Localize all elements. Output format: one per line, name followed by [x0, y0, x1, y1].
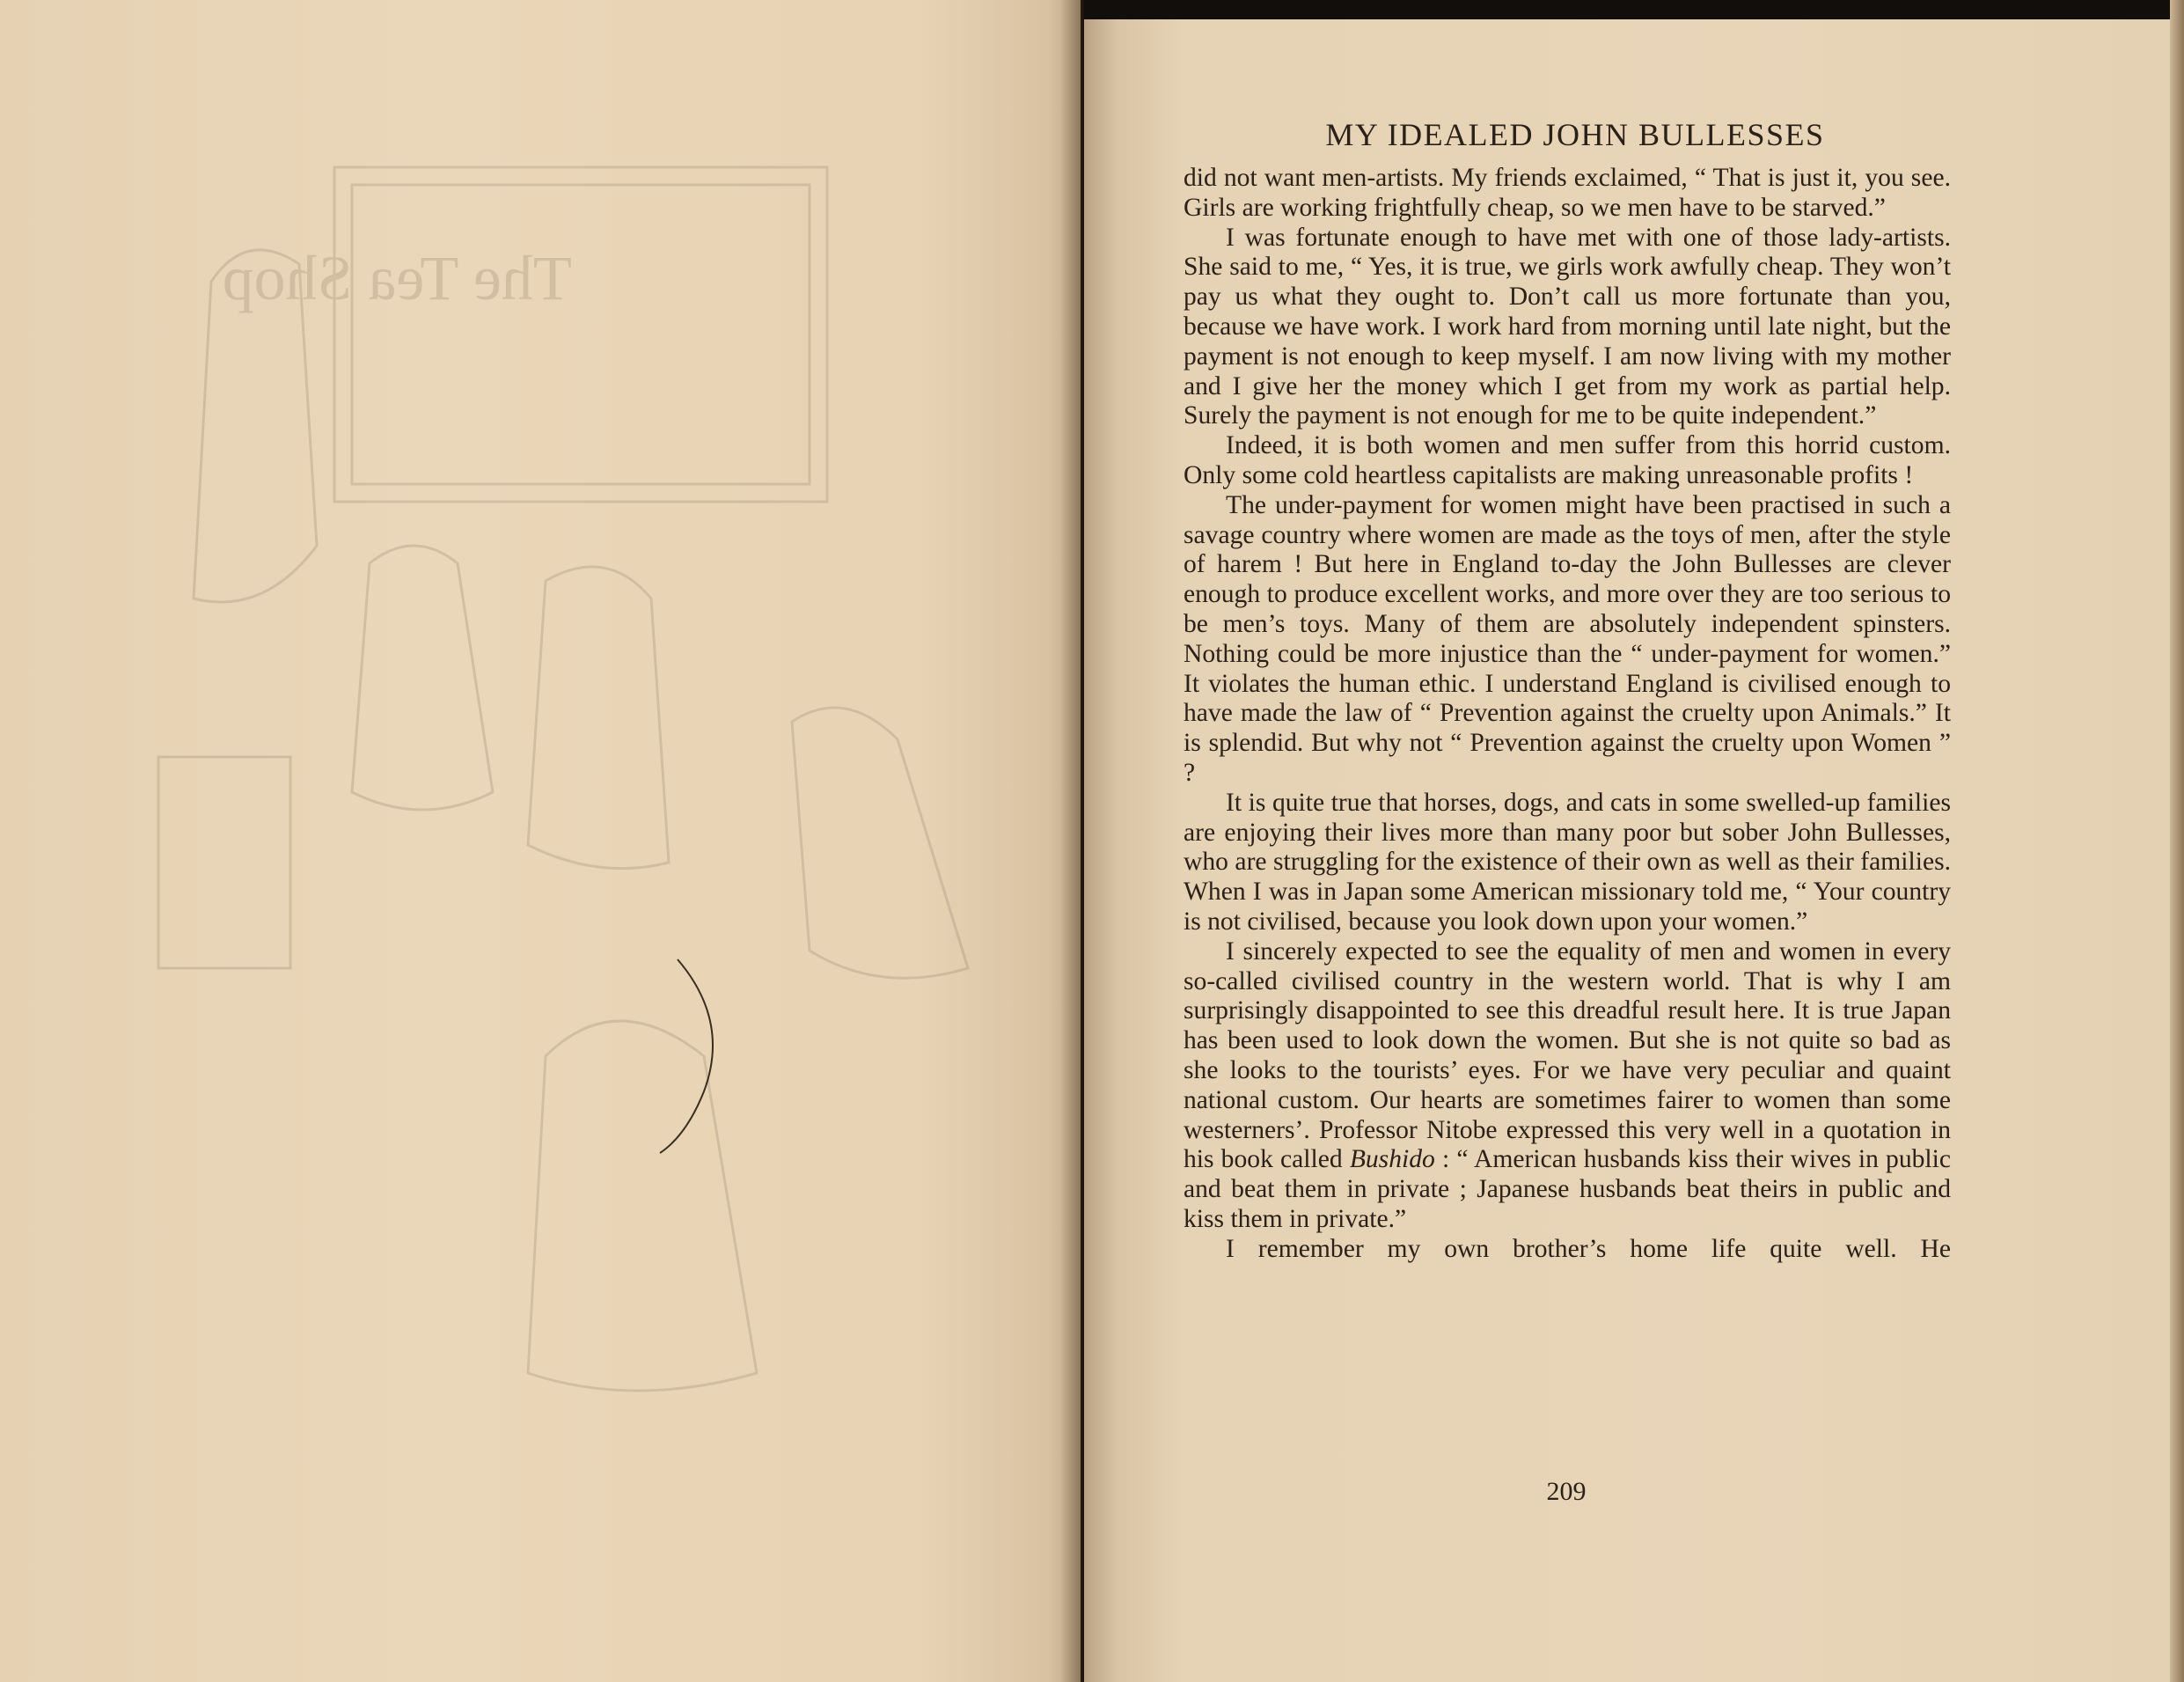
- paragraph-6-cont-a: Professor Nitobe expressed this very well in a quotation in his book called: [1184, 1115, 1951, 1174]
- body-text: [1184, 164, 1951, 1264]
- ghost-figure-center: [352, 546, 493, 810]
- page-number: 209: [1546, 1477, 1587, 1506]
- paragraph-6: [1184, 937, 1951, 1235]
- ghost-sign: [158, 757, 290, 968]
- running-head: MY IDEALED JOHN BULLESSES: [1325, 117, 1825, 152]
- binding-edge-top: [1084, 0, 2184, 21]
- ghost-figure-right: [792, 708, 968, 978]
- paper-mark: [634, 951, 739, 1171]
- paragraph-6-cont-b: : “ American husbands kiss their wives in public and beat them in private ; Japanese husbands beat theirs in public and kiss them in private.”: [1184, 1145, 1951, 1233]
- book-title-bushido: Bushido: [1349, 1145, 1435, 1174]
- binding-edge-right: [2170, 0, 2184, 1682]
- paragraph-4: The under-payment for women might have been practised in such a savage country where women are made as the toys of men, after the style of harem ! But here in England to-day the John Bullesses are clever enough to produce excellent works, and more over they are too serious to be men’s toys. Many of them are absolutely independent spinsters. Nothing could be more injustice than the “ under-payment for women.” It violates the human ethic. I understand England is civilised enough to have made the law of “ Prevention against the cruelty upon Animals.” It is splendid. But why not “ Prevention against the cruelty upon Women ” ?: [1184, 490, 1951, 787]
- show-through-illustration: [0, 0, 1081, 1682]
- paragraph-3: Indeed, it is both women and men suffer from this horrid custom. Only some cold heartless capitalists are making unreasonable profits !: [1184, 431, 1951, 489]
- paragraph-6-main: I sincerely expected to see the equality of men and women in every so-called civilised country in the western world. That is why I am surprisingly disappointed to see this dreadful result here. It is true Japan has been used to look down the women. But she is not quite so bad as she looks to the tourists’ eyes. For we have very peculiar and quaint national custom. Our hearts are sometimes fairer to women than some westerners’.: [1184, 936, 1951, 1144]
- ghost-sign-text: The Tea Shop: [222, 243, 572, 313]
- paragraph-2: I was fortunate enough to have met with one of those lady-artists. She said to me, “ Yes, it is true, we girls work awfully cheap. They won’t pay us what they ought to. Don’t call us more fortunate than you, because we have work. I work hard from morning until late night, but the payment is not enough to keep myself. I am now living with my mother and I give her the money which I get from my work as partial help. Surely the payment is not enough for me to be quite independent.”: [1184, 223, 1951, 430]
- ghost-frame: [334, 167, 827, 502]
- left-page: [0, 0, 1081, 1682]
- paragraph-5: It is quite true that horses, dogs, and cats in some swelled-up families are enjoying their lives more than many poor but sober John Bullesses, who are struggling for the existence of their own as well as their families. When I was in Japan some American missionary told me, “ Your country is not civilised, because you look down upon your women.”: [1184, 788, 1951, 936]
- paragraph-7: I remember my own brother’s home life quite well. He: [1226, 1234, 1951, 1263]
- paragraph-1: did not want men-artists. My friends exclaimed, “ That is just it, you see. Girls are working frightfully cheap, so we men have to be starved.”: [1184, 164, 1951, 222]
